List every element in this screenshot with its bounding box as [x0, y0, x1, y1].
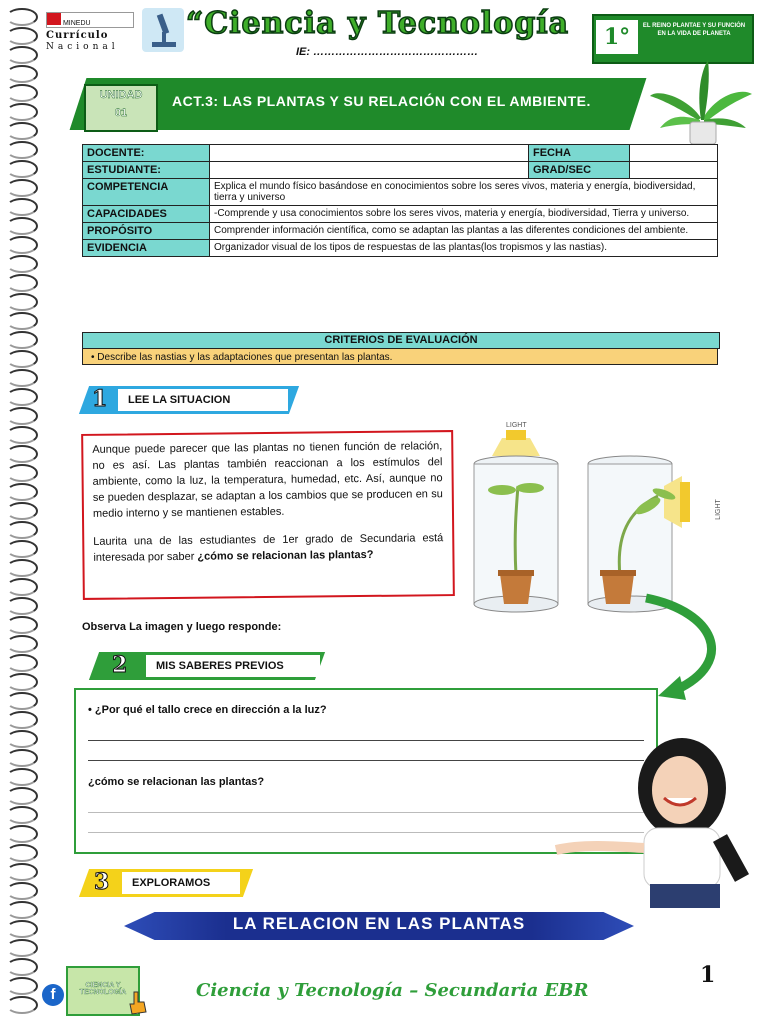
coil-ring [6, 882, 38, 900]
coil-ring [6, 46, 38, 64]
coil-ring [6, 559, 38, 577]
situation-box [81, 430, 455, 600]
section3-number: 3 [94, 869, 110, 895]
coil-ring [6, 179, 38, 197]
unit-label: UNIDAD [99, 89, 143, 101]
coil-ring [6, 426, 38, 444]
coil-ring [6, 160, 38, 178]
grad-label: GRAD/SEC [529, 162, 630, 179]
coil-ring [6, 236, 38, 254]
coil-ring [6, 331, 38, 349]
light-label-side: LIGHT [714, 499, 722, 520]
coil-ring [6, 825, 38, 843]
coil-ring [6, 255, 38, 273]
coil-ring [6, 730, 38, 748]
coil-ring [6, 350, 38, 368]
section1-title: LEE LA SITUACION [118, 389, 288, 411]
coil-ring [6, 711, 38, 729]
student-illustration [552, 738, 752, 910]
coil-ring [6, 768, 38, 786]
coil-ring [6, 407, 38, 425]
coil-ring [6, 27, 38, 45]
grad-field[interactable] [630, 162, 718, 179]
evidencia-label: EVIDENCIA [83, 240, 210, 257]
criterio-item: • Describe las nastias y las adaptaciones que presentan las plantas. [82, 348, 718, 365]
page-title: “Ciencia y Tecnología [186, 6, 570, 41]
coil-ring [6, 958, 38, 976]
ministry-logo [46, 12, 134, 28]
coil-ring [6, 806, 38, 824]
section2-number: 2 [112, 652, 128, 678]
page-number: 1 [700, 962, 716, 988]
coil-ring [6, 103, 38, 121]
fecha-field[interactable] [630, 145, 718, 162]
ie-value: ……………………………………… [313, 46, 479, 58]
coil-ring [6, 293, 38, 311]
coil-ring [6, 597, 38, 615]
competencia-label: COMPETENCIA [83, 179, 210, 206]
coil-ring [6, 464, 38, 482]
evidencia-value: Organizador visual de los tipos de respuestas de las plantas(los tropismos y las nastias). [210, 240, 718, 257]
grade-topic: EL REINO PLANTAE Y SU FUNCIÓN EN LA VIDA DE PLANETA [642, 23, 746, 37]
estudiante-field[interactable] [210, 162, 529, 179]
unit-number: 01 [114, 107, 128, 119]
coil-ring [6, 901, 38, 919]
ie-field [296, 46, 478, 58]
coil-ring [6, 445, 38, 463]
coil-ring [6, 141, 38, 159]
curriculum-title: Currículo [46, 30, 109, 41]
docente-field[interactable] [210, 145, 529, 162]
coil-ring [6, 521, 38, 539]
fecha-label: FECHA [529, 145, 630, 162]
topic-banner-text: LA RELACION EN LAS PLANTAS [232, 914, 526, 933]
microscope-icon [140, 6, 186, 54]
capacidades-label: CAPACIDADES [83, 206, 210, 223]
coil-ring [6, 673, 38, 691]
coil-ring [6, 217, 38, 235]
coil-ring [6, 274, 38, 292]
coil-ring [6, 977, 38, 995]
situation-question: ¿cómo se relacionan las plantas? [197, 548, 374, 563]
coil-ring [6, 312, 38, 330]
coil-ring [6, 616, 38, 634]
coil-ring [6, 996, 38, 1014]
coil-ring [6, 483, 38, 501]
grade-number: 1° [596, 20, 638, 54]
question-2: ¿cómo se relacionan las plantas? [88, 776, 265, 788]
docente-label: DOCENTE: [83, 145, 210, 162]
coil-ring [6, 388, 38, 406]
light-label-top: LIGHT [506, 422, 527, 429]
question-1: • ¿Por qué el tallo crece en dirección a la luz? [88, 704, 327, 716]
coil-ring [6, 920, 38, 938]
coil-ring [6, 635, 38, 653]
coil-ring [6, 122, 38, 140]
coil-ring [6, 369, 38, 387]
coil-ring [6, 863, 38, 881]
situation-paragraph-1: Aunque puede parecer que las plantas no tienen función de relación, no es así. Las plantas también reaccionan a los estímulos del ambiente, como la luz, la temperatura, humedad, etc. Así, aunque no se pueden desplazar, se adaptan a los cambios que se producen en su medio interno y se mantienen estables. [92, 440, 443, 520]
coil-ring [6, 692, 38, 710]
ie-label: IE: [296, 46, 311, 58]
capacidades-value: -Comprende y usa conocimientos sobre los seres vivos, materia y energía, biodiversidad, Tierra y universo. [210, 206, 718, 223]
footer-text: Ciencia y Tecnología – Secundaria EBR [196, 980, 589, 1001]
criterios-header: CRITERIOS DE EVALUACIÓN [82, 332, 720, 349]
coil-ring [6, 578, 38, 596]
potted-plant-icon [648, 58, 754, 148]
coil-ring [6, 844, 38, 862]
coil-ring [6, 749, 38, 767]
unit-box [84, 84, 158, 132]
proposito-value: Comprender información científica, como se adaptan las plantas a las diferentes condiciones del ambiente. [210, 223, 718, 240]
coil-ring [6, 654, 38, 672]
coil-ring [6, 540, 38, 558]
situation-paragraph-2 [93, 530, 443, 566]
coil-ring [6, 84, 38, 102]
activity-title: ACT.3: LAS PLANTAS Y SU RELACIÓN CON EL AMBIENTE. [172, 93, 591, 109]
section1-number: 1 [92, 386, 108, 412]
course-badge: CIENCIA Y TECNOLOGÍA [66, 966, 140, 1016]
info-table [82, 144, 718, 257]
coil-ring [6, 502, 38, 520]
pointer-hand-icon [126, 990, 148, 1016]
phototropism-illustration [468, 416, 698, 616]
coil-ring [6, 198, 38, 216]
coil-ring [6, 65, 38, 83]
estudiante-label: ESTUDIANTE: [83, 162, 210, 179]
facebook-icon[interactable]: f [42, 984, 64, 1006]
coil-ring [6, 787, 38, 805]
section3-title: EXPLORAMOS [122, 872, 240, 894]
observe-instruction: Observa La imagen y luego responde: [82, 621, 282, 633]
curriculum-subtitle: Nacional [46, 42, 119, 52]
situation-paragraph-2-text: Laurita una de las estudiantes de 1er grado de Secundaria está interesada por saber [93, 532, 444, 564]
coil-ring [6, 8, 38, 26]
coil-ring [6, 939, 38, 957]
competencia-value: Explica el mundo físico basándose en conocimientos sobre los seres vivos, materia y energía, biodiversidad, tierra y universo [210, 179, 718, 206]
proposito-label: PROPÓSITO [83, 223, 210, 240]
ministry-logo-text: MINEDU [62, 20, 91, 27]
spiral-binding [0, 0, 40, 1024]
section2-title: MIS SABERES PREVIOS [146, 655, 320, 677]
